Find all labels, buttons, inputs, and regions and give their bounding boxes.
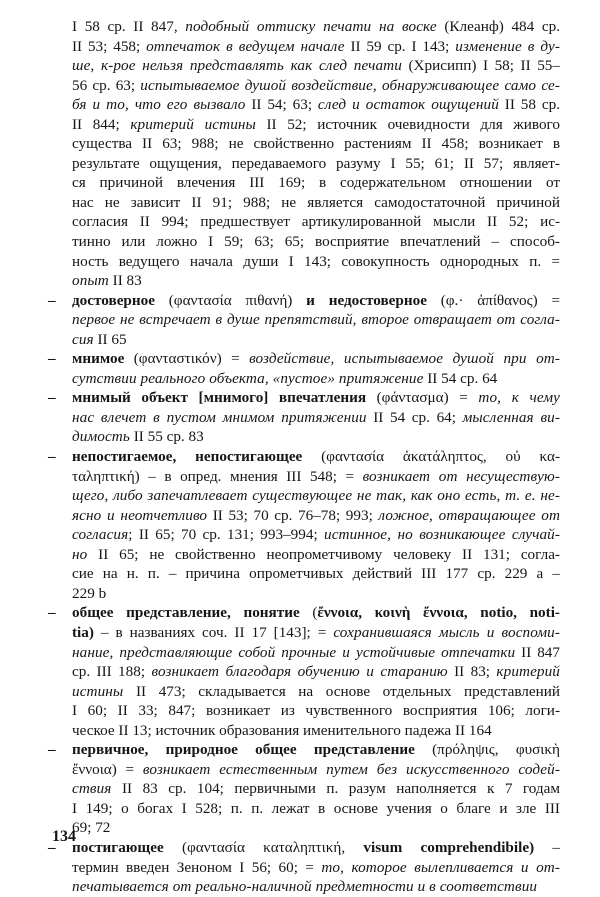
headword: непостигаемое, непостигающее bbox=[72, 448, 303, 466]
text-line bbox=[72, 682, 560, 702]
text-line bbox=[72, 37, 560, 57]
italic-gloss: изменение в ду- bbox=[455, 37, 560, 55]
text-line bbox=[72, 154, 560, 174]
headword: общее представление, понятие bbox=[72, 604, 300, 622]
text-line bbox=[72, 271, 560, 291]
italic-gloss: след и остаток ощущений bbox=[317, 96, 499, 114]
italic-gloss: истинное, но возникающее случай- bbox=[324, 526, 561, 544]
text-line bbox=[72, 310, 560, 330]
reference-text: (Клеанф) 484 ср. bbox=[436, 18, 560, 35]
italic-gloss: бя и то, что его вызвало bbox=[72, 96, 246, 114]
text-line bbox=[72, 799, 560, 819]
text-line bbox=[72, 173, 560, 193]
italic-gloss: воздействие, испытываемое душой при от- bbox=[249, 350, 560, 368]
reference-text: нас не зависит II 91; 988; не является самодостаточной причиной bbox=[72, 193, 560, 211]
reference-text: сие на н. п. – причина опрометчивых действий III 177 ср. 229 a – bbox=[72, 565, 560, 583]
text-line bbox=[72, 545, 560, 565]
reference-text: II 53; 458; bbox=[72, 37, 147, 55]
reference-text: ( bbox=[299, 604, 318, 622]
text-line bbox=[72, 369, 560, 389]
subentry bbox=[48, 388, 560, 447]
reference-text: (φαντασία ἀκατάληπτος, οὐ κα- bbox=[302, 448, 561, 466]
text-line bbox=[72, 17, 560, 37]
text-line bbox=[72, 623, 560, 643]
italic-gloss: щего, либо запечатлевает существующее не так, как оно есть, т. е. не- bbox=[72, 487, 560, 505]
text-line bbox=[72, 56, 560, 76]
headword: ἔννοια, κοινὴ ἔννοια, notio, noti- bbox=[317, 604, 560, 622]
reference-text: II 54 ср. 64 bbox=[423, 369, 498, 387]
reference-text: ἔννοια) = bbox=[72, 760, 143, 778]
reference-text: – в названиях соч. II 17 [143]; = bbox=[93, 623, 334, 641]
reference-text: II 83 bbox=[108, 272, 142, 290]
text-line bbox=[72, 486, 560, 506]
reference-text: (φ.· ἀπίθανος) = bbox=[426, 291, 561, 309]
italic-gloss: печатывается от реально-наличной предметности и в соответствии bbox=[72, 878, 538, 896]
reference-text: II 52; источник очевидности для живого bbox=[255, 115, 560, 133]
text-line bbox=[72, 643, 560, 663]
text-line bbox=[72, 818, 560, 838]
text-line bbox=[72, 95, 560, 115]
reference-text: II 473; складывается на основе отдельных представлений bbox=[123, 682, 560, 700]
reference-text: II 53; 70 ср. 76–78; 993; bbox=[207, 506, 379, 524]
reference-text: II 65 bbox=[93, 330, 127, 348]
reference-text: II 54 ср. 64; bbox=[366, 408, 463, 426]
entry-dash: – bbox=[48, 389, 56, 407]
reference-text: II 59 ср. I 143; bbox=[344, 37, 456, 55]
reference-text: II 58 ср. bbox=[498, 96, 560, 114]
headword: первичное, природное общее представление bbox=[72, 741, 415, 759]
text-line bbox=[72, 115, 560, 135]
italic-gloss: ствия bbox=[72, 780, 112, 798]
subentry bbox=[48, 603, 561, 740]
headword: постигающее bbox=[72, 838, 164, 856]
subentry bbox=[48, 291, 561, 350]
entry-dash: – bbox=[48, 291, 56, 309]
italic-gloss: ясно и неотчетливо bbox=[72, 506, 208, 524]
headword: мнимое bbox=[72, 350, 125, 368]
text-line bbox=[72, 838, 560, 858]
text-line bbox=[72, 779, 560, 799]
italic-gloss: критерий bbox=[496, 663, 561, 681]
italic-gloss: первое не встречает в душе препятствий, второе отвращает от согла- bbox=[72, 311, 560, 329]
text-line bbox=[72, 232, 560, 252]
entry-dash: – bbox=[48, 604, 56, 622]
entry-dash: – bbox=[48, 448, 56, 466]
italic-gloss: сия bbox=[72, 330, 94, 348]
italic-gloss: согласия bbox=[72, 526, 129, 544]
text-line bbox=[72, 701, 560, 721]
text-line bbox=[72, 427, 560, 447]
text-line bbox=[72, 584, 560, 604]
entry-dash: – bbox=[48, 838, 56, 856]
reference-text: тинно или ложно I 59; 63; 65; восприятие впечатлений – способ- bbox=[72, 233, 560, 251]
italic-gloss: но bbox=[72, 545, 88, 563]
reference-text: II 847 bbox=[515, 643, 560, 661]
italic-gloss: возникает естественным путем без искусственного содей- bbox=[142, 760, 561, 778]
text-line bbox=[72, 349, 560, 369]
text-line bbox=[72, 740, 560, 760]
italic-gloss: то, которое вылепливается и от- bbox=[321, 858, 560, 876]
reference-text: (φαντασία καταληπτική, bbox=[163, 838, 364, 856]
reference-text: ность ведущего начала души I 143; совокупность однородных п. = bbox=[72, 252, 560, 270]
reference-text: ся причиной влечения III 169; в содержательном отношении от bbox=[72, 174, 560, 192]
reference-text: термин введен Зеноном I 56; 60; = bbox=[72, 858, 322, 876]
headword: visum comprehendibile) bbox=[363, 838, 535, 856]
reference-text bbox=[315, 292, 329, 309]
reference-text: ческое II 13; источник образования именительного падежа II 164 bbox=[72, 721, 492, 739]
text-line bbox=[72, 603, 560, 623]
text-line bbox=[72, 212, 560, 232]
reference-text: результате ощущения, передаваемого разуму I 55; 61; II 57; являет- bbox=[72, 154, 560, 172]
reference-text: II 83 ср. 104; первичными п. разум наполняется к 7 годам bbox=[111, 780, 560, 798]
italic-gloss: то, к чему bbox=[478, 389, 560, 407]
italic-gloss: подобный оттиску печати на воске bbox=[185, 18, 437, 35]
italic-gloss: нас влечет в пустом мнимом притяжении bbox=[72, 408, 367, 426]
italic-gloss: нание, представляющие собой прочные и устойчивые отпечатки bbox=[72, 643, 516, 661]
italic-gloss: отпечаток в ведущем начале bbox=[146, 37, 345, 55]
italic-gloss: сутствии реального объекта, «пустое» притяжение bbox=[72, 369, 424, 387]
text-line bbox=[72, 760, 560, 780]
text-line bbox=[72, 252, 560, 272]
reference-text: 56 ср. 63; bbox=[72, 76, 141, 94]
text-line bbox=[72, 193, 560, 213]
reference-text: II 83; bbox=[447, 663, 497, 681]
reference-text: (πρόληψις, φυσικὴ bbox=[414, 741, 560, 759]
italic-gloss: возникает благодаря обучению и старанию bbox=[151, 663, 448, 681]
text-line bbox=[72, 408, 560, 428]
subentry bbox=[48, 838, 560, 897]
headword: tia) bbox=[72, 623, 94, 641]
reference-text: ср. III 188; bbox=[72, 663, 152, 681]
italic-gloss: возникает от несуществую- bbox=[362, 467, 560, 485]
text-line bbox=[72, 291, 560, 311]
reference-text: II 55 ср. 83 bbox=[129, 428, 204, 446]
reference-text: ; II 65; 70 ср. 131; 993–994; bbox=[128, 526, 325, 544]
italic-gloss: ше, к-рое нельзя представлять как след печати bbox=[72, 57, 402, 75]
text-line bbox=[72, 525, 560, 545]
reference-text: согласия II 994; предшествует артикулированной мысли II 52; ис- bbox=[72, 213, 560, 231]
continuation-paragraph bbox=[72, 17, 560, 291]
italic-gloss: димость bbox=[72, 428, 130, 446]
italic-gloss: сохранившаяся мысль и воспоми- bbox=[333, 623, 560, 641]
reference-text: (Хрисипп) I 58; II 55– bbox=[401, 57, 560, 75]
text-line bbox=[72, 467, 560, 487]
reference-text: II 65; не свойственно неопрометчивому человеку II 131; согла- bbox=[87, 545, 560, 563]
reference-text: I 60; II 33; 847; возникает из чувственного восприятия 106; логи- bbox=[72, 702, 560, 720]
reference-text: существа II 63; 988; не свойственно растениям II 458; возникает в bbox=[72, 135, 560, 153]
text-line bbox=[72, 388, 560, 408]
text-line bbox=[72, 877, 560, 897]
italic-gloss: истины bbox=[72, 682, 124, 700]
reference-text: I 149; о богах I 528; п. п. лежат в основе учения о благе и зле III bbox=[72, 799, 560, 817]
reference-text: – bbox=[534, 838, 560, 856]
text-line bbox=[72, 721, 560, 741]
text-line bbox=[72, 564, 560, 584]
reference-text: II 54; 63; bbox=[245, 96, 318, 114]
italic-gloss: опыт bbox=[72, 272, 109, 290]
text-line bbox=[72, 330, 560, 350]
text-line bbox=[72, 506, 560, 526]
subentry bbox=[48, 447, 561, 603]
italic-gloss: критерий истины bbox=[130, 115, 256, 133]
headword: достоверное bbox=[72, 291, 155, 309]
italic-gloss: ложное, отвращающее от bbox=[378, 506, 561, 524]
italic-gloss: мысленная ви- bbox=[462, 408, 560, 426]
entry-dash: – bbox=[48, 741, 56, 759]
reference-text: (φαντασία πιθανή) bbox=[154, 291, 307, 309]
page-number: 134 bbox=[52, 828, 76, 845]
reference-text: 69; 72 bbox=[72, 819, 111, 837]
reference-text: ταληπτική) – в опред. мнения III 548; = bbox=[72, 467, 363, 485]
entry-dash: – bbox=[48, 350, 56, 368]
text-line bbox=[72, 858, 560, 878]
text-line bbox=[72, 134, 560, 154]
italic-gloss: испытываемое душой воздействие, обнаруживающее само се- bbox=[140, 76, 561, 94]
reference-text: II 844; bbox=[72, 115, 131, 133]
reference-text: 229 b bbox=[72, 584, 107, 602]
headword: и bbox=[306, 291, 315, 309]
text-line bbox=[72, 447, 560, 467]
subentry bbox=[48, 349, 560, 388]
headword: мнимый объект [мнимого] впечатления bbox=[72, 389, 367, 407]
text-line bbox=[72, 76, 560, 96]
headword: недостоверное bbox=[328, 291, 427, 309]
reference-text: I 58 ср. II 847, bbox=[72, 18, 186, 35]
text-line bbox=[72, 662, 560, 682]
reference-text: (φανταστικόν) = bbox=[124, 350, 250, 368]
reference-text: (φάντασμα) = bbox=[366, 389, 479, 407]
